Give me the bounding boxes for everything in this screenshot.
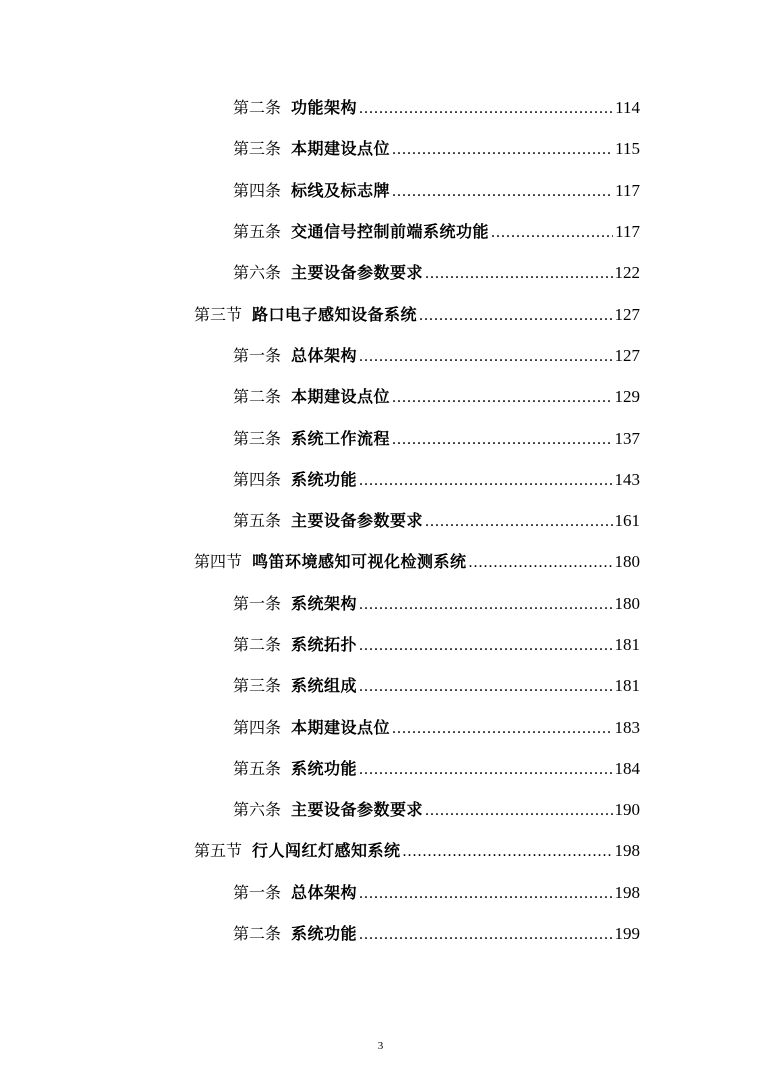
toc-entry-title: 系统工作流程 (291, 428, 391, 448)
toc-entry-title: 主要设备参数要求 (291, 263, 424, 283)
toc-entry-number: 第四节 (194, 552, 243, 572)
toc-dot-leader (469, 553, 613, 573)
toc-entry-number: 第二条 (233, 98, 282, 118)
toc-entry-title: 本期建设点位 (291, 139, 391, 159)
toc-entry-line (233, 346, 640, 367)
toc-entry-page: 117 (615, 222, 640, 242)
toc-entry-number: 第二条 (233, 387, 282, 407)
toc-entry-line (194, 552, 640, 573)
toc-entry-line (233, 718, 640, 739)
toc-entry-title: 系统功能 (291, 924, 358, 944)
toc-article-entry[interactable] (0, 418, 761, 459)
toc-entry-title: 路口电子感知设备系统 (252, 304, 418, 324)
toc-entry-line (233, 387, 640, 408)
toc-article-entry[interactable] (0, 377, 761, 418)
toc-entry-page: 161 (614, 511, 640, 531)
toc-entry-number: 第三条 (233, 676, 282, 696)
toc-article-entry[interactable] (0, 460, 761, 501)
toc-entry-title: 系统组成 (291, 676, 358, 696)
toc-entry-title: 行人闯红灯感知系统 (252, 841, 401, 861)
toc-entry-line (233, 222, 640, 243)
toc-article-entry[interactable] (0, 501, 761, 542)
toc-entry-title: 功能架构 (291, 98, 358, 118)
toc-entry-page: 181 (614, 676, 640, 696)
toc-entry-page: 184 (614, 758, 640, 778)
toc-dot-leader (359, 884, 612, 904)
toc-entry-page: 180 (614, 552, 640, 572)
toc-entry-page: 143 (614, 469, 640, 489)
toc-entry-number: 第一条 (233, 882, 282, 902)
toc-entry-title: 系统功能 (291, 469, 358, 489)
toc-article-entry[interactable] (0, 171, 761, 212)
toc-entry-number: 第四条 (233, 180, 282, 200)
toc-dot-leader (359, 347, 612, 367)
toc-entry-line (233, 511, 640, 532)
toc-entry-page: 190 (614, 800, 640, 820)
toc-article-entry[interactable] (0, 625, 761, 666)
toc-entry-title: 主要设备参数要求 (291, 800, 424, 820)
toc-dot-leader (425, 512, 612, 532)
toc-entry-line (233, 181, 640, 202)
toc-entry-page: 115 (615, 139, 640, 159)
page-number: 3 (377, 1040, 384, 1052)
toc-entry-line (233, 429, 640, 450)
toc-entry-title: 总体架构 (291, 345, 358, 365)
toc-entry-number: 第四条 (233, 469, 282, 489)
toc-article-entry[interactable] (0, 914, 761, 955)
toc-article-entry[interactable] (0, 336, 761, 377)
toc-dot-leader (359, 677, 612, 697)
toc-dot-leader (392, 430, 612, 450)
toc-entry-line (233, 759, 640, 780)
toc-article-entry[interactable] (0, 584, 761, 625)
toc-entry-number: 第三条 (233, 139, 282, 159)
toc-article-entry[interactable] (0, 666, 761, 707)
toc-article-entry[interactable] (0, 749, 761, 790)
toc-entry-line (233, 470, 640, 491)
toc-entry-page: 198 (614, 882, 640, 902)
toc-entry-line (233, 800, 640, 821)
toc-entry-title: 本期建设点位 (291, 717, 391, 737)
toc-entry-page: 198 (614, 841, 640, 861)
toc-entry-page: 127 (614, 345, 640, 365)
toc-dot-leader (392, 388, 612, 408)
toc-dot-leader (392, 719, 612, 739)
toc-entry-number: 第四条 (233, 717, 282, 737)
toc-dot-leader (403, 842, 613, 862)
toc-entry-line (233, 635, 640, 656)
toc-entry-title: 主要设备参数要求 (291, 511, 424, 531)
toc-dot-leader (419, 306, 612, 326)
toc-entry-page: 127 (614, 304, 640, 324)
toc-dot-leader (392, 182, 613, 202)
toc-entry-title: 鸣笛环境感知可视化检测系统 (252, 552, 467, 572)
toc-entry-number: 第三节 (194, 304, 243, 324)
toc-entry-number: 第六条 (233, 800, 282, 820)
toc-entry-line (194, 841, 640, 862)
toc-dot-leader (359, 925, 612, 945)
toc-article-entry[interactable] (0, 707, 761, 748)
toc-dot-leader (425, 801, 612, 821)
toc-section-entry[interactable] (0, 831, 761, 872)
toc-entry-page: 122 (614, 263, 640, 283)
toc-dot-leader (359, 595, 612, 615)
toc-entry-page: 137 (614, 428, 640, 448)
toc-entry-number: 第一条 (233, 345, 282, 365)
toc-entry-title: 系统拓扑 (291, 635, 358, 654)
toc-entry-line (233, 139, 640, 160)
toc-entry-title: 系统功能 (291, 758, 358, 778)
toc-entry-number: 第六条 (233, 263, 282, 283)
toc-article-entry[interactable] (0, 129, 761, 170)
toc-dot-leader (392, 140, 613, 160)
toc-entry-line (233, 883, 640, 904)
toc-dot-leader (425, 264, 612, 284)
toc-entry-number: 第五节 (194, 841, 243, 861)
toc-entry-number: 第一条 (233, 593, 282, 613)
toc-entry-title: 系统架构 (291, 593, 358, 613)
toc-dot-leader (359, 760, 612, 780)
toc-entry-title: 交通信号控制前端系统功能 (291, 222, 490, 242)
toc-entry-line (233, 676, 640, 697)
toc-article-entry[interactable] (0, 212, 761, 253)
toc-article-entry[interactable] (0, 88, 761, 129)
toc-entry-title: 本期建设点位 (291, 387, 391, 407)
toc-entry-line (233, 924, 640, 945)
toc-entry-page: 180 (614, 593, 640, 613)
toc-entry-line (233, 98, 640, 119)
toc-entry-number: 第五条 (233, 222, 282, 242)
toc-entry-line (233, 263, 640, 284)
toc-article-entry[interactable] (0, 873, 761, 914)
toc-entry-line (233, 594, 640, 615)
toc-entry-page: 114 (615, 98, 640, 118)
toc-entry-number: 第二条 (233, 635, 282, 654)
toc-section-entry[interactable] (0, 542, 761, 583)
toc-entry-page: 181 (614, 635, 640, 654)
toc-article-entry[interactable] (0, 253, 761, 294)
toc-entry-page: 129 (614, 387, 640, 407)
toc-entry-number: 第二条 (233, 924, 282, 944)
toc-dot-leader (359, 99, 613, 119)
toc-section-entry[interactable] (0, 294, 761, 335)
toc-entry-title: 总体架构 (291, 882, 358, 902)
toc-entry-number: 第五条 (233, 511, 282, 531)
toc-entry-page: 183 (614, 717, 640, 737)
toc-entry-line (194, 305, 640, 326)
toc-entry-number: 第五条 (233, 758, 282, 778)
toc-article-entry[interactable] (0, 790, 761, 831)
toc-entry-page: 199 (614, 924, 640, 944)
toc-dot-leader (491, 223, 613, 243)
table-of-contents (0, 88, 761, 955)
toc-entry-title: 标线及标志牌 (291, 180, 391, 200)
toc-dot-leader (359, 636, 612, 656)
toc-entry-number: 第三条 (233, 428, 282, 448)
toc-entry-page: 117 (615, 180, 640, 200)
toc-dot-leader (359, 471, 612, 491)
